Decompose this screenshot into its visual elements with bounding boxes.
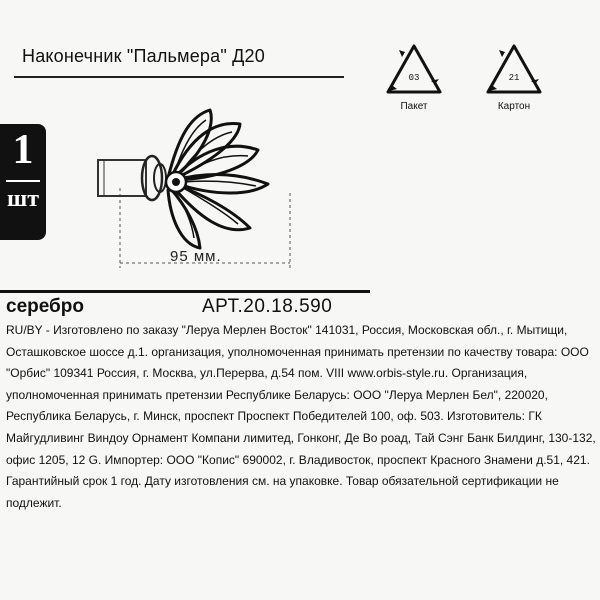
recycling-symbol-cardboard <box>483 40 545 112</box>
recycling-code: 21 <box>508 73 520 83</box>
legal-description: RU/BY - Изготовлено по заказу "Леруа Мерлен Восток" 141031, Россия, Московская обл., г. Мытищи, Осташковское шоссе д.1. организация, уполномоченная принимать претензии по качеству товара: ООО "Орбис" 109341 Россия, г. Москва, ул.Перерва, д.54 пом. VIII www.orbis-style.ru. Организация, уполномоченная принимать претензии Республике Беларусь: ООО "Леруа Мерлен Бел", 220020, Республика Беларусь, г. Минск, проспект Проспект Победителей 100, оф. 503. Изготовитель: ГК Майгудливинг Виндоу Орнамент Компани лимитед, Гонконг, Де Во роад, Тай Сэнг Банк Билдинг, 130-132, офис 1205, 12 G. Импортер: ООО "Копис" 690002, г. Владивосток, проспект Красного Знамени д.51, 421. Гарантийный срок 1 год. Дату изготовления см. на упаковке. Товар обязательной сертификации не подлежит. <box>6 323 596 510</box>
recycling-symbol-plastic <box>383 40 445 112</box>
product-title: Наконечник "Пальмера" Д20 <box>22 46 265 66</box>
quantity-unit: шт <box>6 186 40 212</box>
dimension-label: 95 мм. <box>170 248 222 265</box>
color-name: серебро <box>6 296 85 317</box>
quantity-badge <box>0 124 46 240</box>
recycle-triangle-icon <box>383 40 445 102</box>
recycling-label: Картон <box>497 101 531 112</box>
recycling-code: 03 <box>408 73 420 83</box>
section-divider <box>0 290 370 293</box>
recycling-label: Пакет <box>400 101 428 112</box>
recycle-triangle-icon <box>483 40 545 102</box>
title-divider <box>14 76 344 78</box>
article-number: АРТ.20.18.590 <box>202 296 333 317</box>
quantity-number: 1 <box>12 127 34 173</box>
quantity-divider <box>6 180 40 182</box>
